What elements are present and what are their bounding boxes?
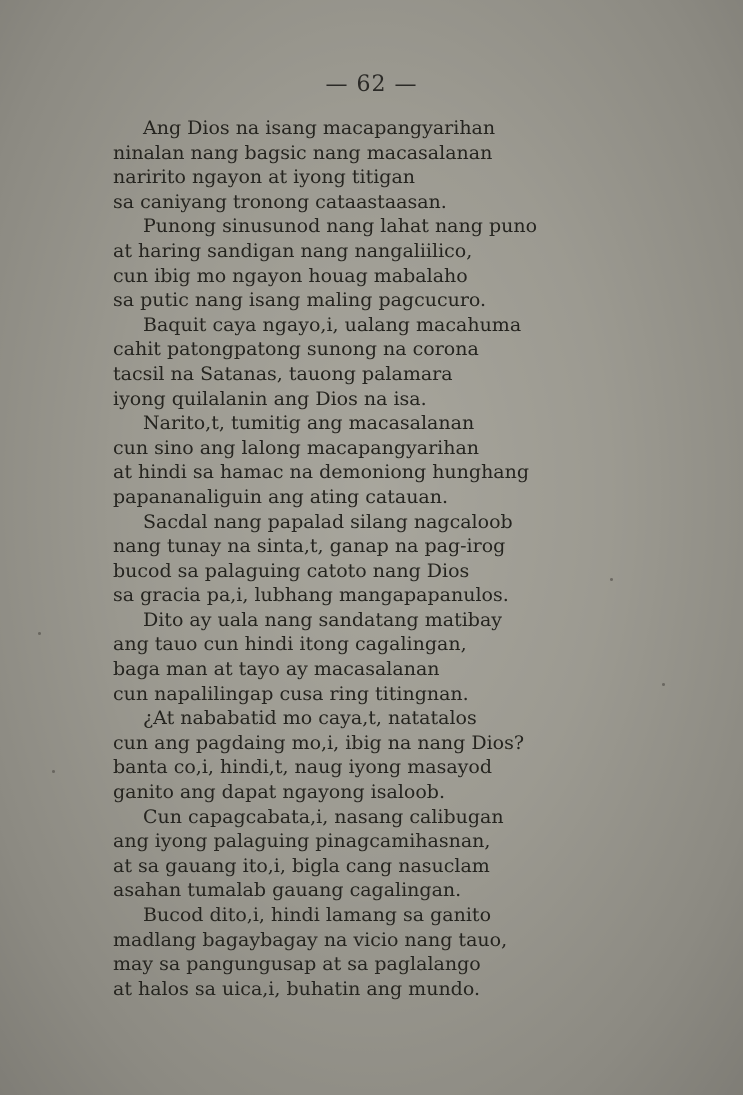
poem-line: ang tauo cun hindi itong cagalingan, [113, 633, 467, 656]
stanza [113, 706, 633, 804]
poem-line: cun sino ang lalong macapangyarihan [113, 436, 480, 459]
poem-line: iyong quilalanin ang Dios na isa. [113, 387, 427, 410]
poem-line: madlang bagaybagay na vicio nang tauo, [113, 928, 508, 951]
poem-text [113, 116, 633, 1001]
stanza [113, 313, 633, 411]
poem-line: ¿At nababatid mo caya,t, natatalos [143, 707, 477, 730]
poem-line: sa caniyang tronong cataastaasan. [113, 190, 447, 213]
stanza [113, 411, 633, 509]
stanza [113, 510, 633, 608]
poem-line: sa gracia pa,i, lubhang mangapapanulos. [113, 584, 509, 607]
stanza [113, 903, 633, 1001]
poem-line: cun ang pagdaing mo,i, ibig na nang Dios? [113, 731, 525, 754]
poem-line: ang iyong palaguing pinagcamihasnan, [113, 830, 491, 853]
poem-line: cahit patongpatong sunong na corona [113, 338, 479, 361]
poem-line: banta co,i, hindi,t, naug iyong masayod [113, 756, 492, 779]
poem-line: asahan tumalab gauang cagalingan. [113, 879, 462, 902]
stanza [113, 214, 633, 312]
poem-line: Punong sinusunod nang lahat nang puno [143, 215, 538, 238]
poem-line: ganito ang dapat ngayong isaloob. [113, 781, 445, 804]
page-number: — 62 — [325, 72, 418, 97]
poem-line: Dito ay uala nang sandatang matibay [143, 608, 503, 631]
paper-speck [662, 683, 665, 686]
poem-line: at sa gauang ito,i, bigla cang nasuclam [113, 854, 490, 877]
poem-line: ninalan nang bagsic nang macasalanan [113, 141, 493, 164]
poem-line: bucod sa palaguing catoto nang Dios [113, 559, 470, 582]
poem-line: at haring sandigan nang nangaliilico, [113, 239, 473, 262]
poem-line: cun ibig mo ngayon houag mabalaho [113, 264, 468, 287]
poem-line: tacsil na Satanas, tauong palamara [113, 362, 453, 385]
poem-line: at halos sa uica,i, buhatin ang mundo. [113, 977, 480, 1000]
stanza [113, 608, 633, 706]
poem-line: Ang Dios na isang macapangyarihan [143, 117, 496, 139]
paper-speck [52, 770, 55, 773]
paper-speck [610, 578, 613, 581]
paper-speck [38, 632, 41, 635]
poem-line: Narito,t, tumitig ang macasalanan [143, 412, 475, 435]
stanza [113, 116, 633, 214]
poem-line: naririto ngayon at iyong titigan [113, 166, 416, 189]
poem-line: sa putic nang isang maling pagcucuro. [113, 289, 487, 312]
poem-line: Bucod dito,i, hindi lamang sa ganito [143, 904, 492, 926]
poem-line: Sacdal nang papalad silang nagcaloob [143, 510, 513, 533]
poem-line: may sa pangungusap at sa paglalango [113, 953, 481, 976]
stanza [113, 805, 633, 903]
poem-line: nang tunay na sinta,t, ganap na pag-irog [113, 535, 506, 558]
poem-line: at hindi sa hamac na demoniong hunghang [113, 461, 530, 484]
poem-line: Baquit caya ngayo,i, ualang macahuma [143, 313, 522, 336]
poem-line: baga man at tayo ay macasalanan [113, 658, 440, 681]
poem-line: cun napalilingap cusa ring titingnan. [113, 682, 469, 705]
poem-line: Cun capagcabata,i, nasang calibugan [143, 805, 504, 828]
poem-line: papananaliguin ang ating catauan. [113, 485, 449, 508]
